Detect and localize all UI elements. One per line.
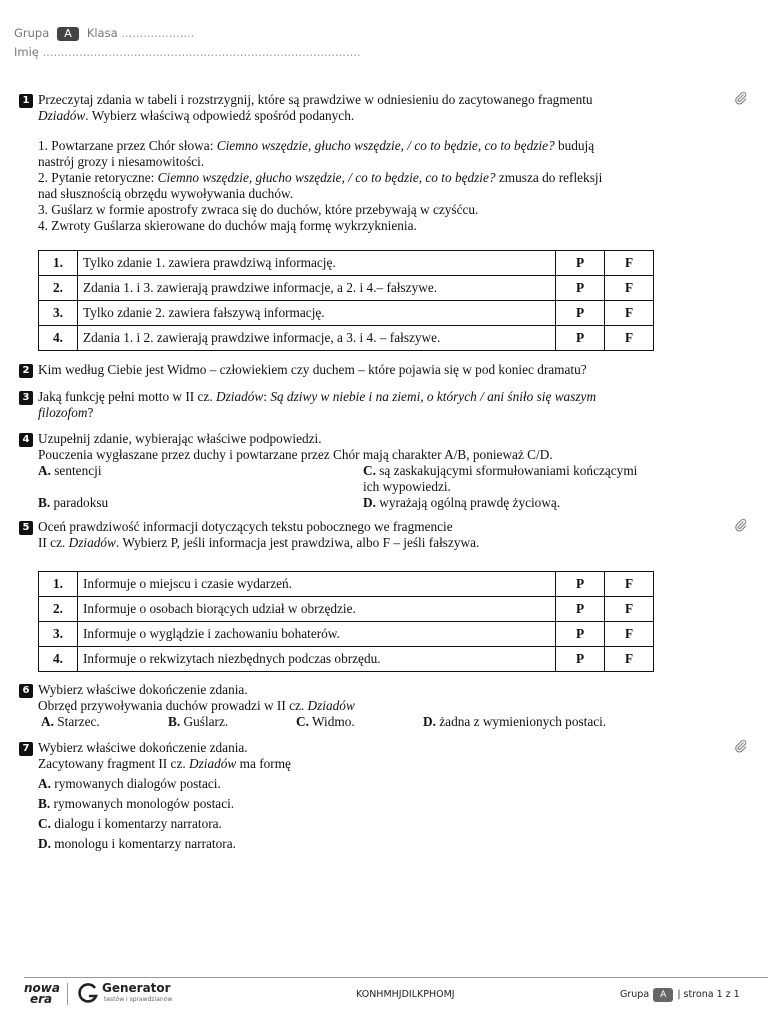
table-row: 1. Informuje o miejscu i czasie wydarzeń. P F xyxy=(39,572,654,597)
false-option[interactable]: F xyxy=(605,572,654,597)
q5-answer-table xyxy=(38,571,654,672)
question-number: 1 xyxy=(19,94,33,108)
table-row: 2. Zdania 1. i 3. zawierają prawdziwe informacje, a 2. i 4.– fałszywe. P F xyxy=(39,276,654,301)
paperclip-icon[interactable] xyxy=(734,518,748,532)
false-option[interactable]: F xyxy=(605,597,654,622)
q7-option-c[interactable]: C. dialogu i komentarzy narratora. xyxy=(38,816,222,831)
q1-answer-table xyxy=(38,250,654,351)
q4-option-c[interactable]: C. są zaskakującymi sformułowaniami kończącymi xyxy=(363,463,638,478)
q6-instruction: Wybierz właściwe dokończenie zdania. xyxy=(38,682,248,697)
q4-instruction: Uzupełnij zdanie, wybierając właściwe podpowiedzi. xyxy=(38,431,322,446)
true-option[interactable]: P xyxy=(556,597,605,622)
true-option[interactable]: P xyxy=(556,276,605,301)
table-row: 4. Informuje o rekwizytach niezbędnych podczas obrzędu. P F xyxy=(39,647,654,672)
footer-page-info: Grupa A | strona 1 z 1 xyxy=(620,989,740,1000)
name-label: Imię xyxy=(14,45,39,59)
q1-sentence-3: 3. Guślarz w formie apostrofy zwraca się do duchów, które przebywają w czyśćcu. xyxy=(38,202,479,217)
q5-instruction-line1: Oceń prawdziwość informacji dotyczących tekstu pobocznego we fragmencie xyxy=(38,519,453,534)
header-group-row xyxy=(14,25,194,41)
true-option[interactable]: P xyxy=(556,572,605,597)
table-row: 2. Informuje o osobach biorących udział w obrzędzie. P F xyxy=(39,597,654,622)
false-option[interactable]: F xyxy=(605,301,654,326)
true-option[interactable]: P xyxy=(556,647,605,672)
q7-option-a[interactable]: A. rymowanych dialogów postaci. xyxy=(38,776,221,791)
q4-sentence: Pouczenia wygłaszane przez duchy i powtarzane przez Chór mają charakter A/B, ponieważ C/D. xyxy=(38,447,553,462)
footer-logo-divider xyxy=(67,983,68,1005)
q6-option-b[interactable]: B. Guślarz. xyxy=(168,714,229,729)
question-number: 5 xyxy=(19,521,33,535)
q1-sentence-1: 1. Powtarzane przez Chór słowa: Ciemno wszędzie, głucho wszędzie, / co to będzie, co to będzie? budują xyxy=(38,138,595,153)
test-code: KONHMHJDILKPHOMJ xyxy=(356,989,455,1000)
table-row: 1. Tylko zdanie 1. zawiera prawdziwą informację. P F xyxy=(39,251,654,276)
false-option[interactable]: F xyxy=(605,276,654,301)
q4-option-c-cont: ich wypowiedzi. xyxy=(363,479,451,494)
paperclip-icon[interactable] xyxy=(734,739,748,753)
q5-instruction-line2: II cz. Dziadów. Wybierz P, jeśli informacja jest prawdziwa, albo F – jeśli fałszywa. xyxy=(38,535,480,550)
table-row: 3. Tylko zdanie 2. zawiera fałszywą informację. P F xyxy=(39,301,654,326)
generator-subtitle: testów i sprawdzianów xyxy=(104,996,173,1003)
footer-group-badge: A xyxy=(653,988,673,1002)
q1-sentence-2-cont: nad słusznością obrzędu wywoływania duchów. xyxy=(38,186,294,201)
question-number: 2 xyxy=(19,364,33,378)
q7-sentence: Zacytowany fragment II cz. Dziadów ma formę xyxy=(38,756,291,771)
q4-option-b[interactable]: B. paradoksu xyxy=(38,495,109,510)
q6-sentence: Obrzęd przywoływania duchów prowadzi w II cz. Dziadów xyxy=(38,698,355,713)
q1-sentence-2: 2. Pytanie retoryczne: Ciemno wszędzie, głucho wszędzie, / co to będzie, co to będzie? zmusza do refleksji xyxy=(38,170,603,185)
q7-option-d[interactable]: D. monologu i komentarzy narratora. xyxy=(38,836,236,851)
table-row: 3. Informuje o wyglądzie i zachowaniu bohaterów. P F xyxy=(39,622,654,647)
true-option[interactable]: P xyxy=(556,622,605,647)
q6-option-d[interactable]: D. żadna z wymienionych postaci. xyxy=(423,714,607,729)
false-option[interactable]: F xyxy=(605,647,654,672)
q1-instruction-line1: Przeczytaj zdania w tabeli i rozstrzygnij, które są prawdziwe w odniesieniu do zacytowanego fragmentu xyxy=(38,92,593,107)
false-option[interactable]: F xyxy=(605,251,654,276)
question-number: 3 xyxy=(19,391,33,405)
q1-sentence-4: 4. Zwroty Guślarza skierowane do duchów mają formę wykrzyknienia. xyxy=(38,218,417,233)
true-option[interactable]: P xyxy=(556,326,605,351)
q1-sentence-1-cont: nastrój grozy i niesamowitości. xyxy=(38,154,205,169)
question-number: 6 xyxy=(19,684,33,698)
q7-option-b[interactable]: B. rymowanych monologów postaci. xyxy=(38,796,235,811)
name-field[interactable]: ....................................................................................... xyxy=(42,45,361,59)
class-label: Klasa xyxy=(86,26,118,40)
question-number: 4 xyxy=(19,433,33,447)
class-field[interactable]: .................... xyxy=(121,26,195,40)
q4-option-a[interactable]: A. sentencji xyxy=(38,463,102,478)
q6-option-a[interactable]: A. Starzec. xyxy=(41,714,100,729)
question-number: 7 xyxy=(19,742,33,756)
false-option[interactable]: F xyxy=(605,622,654,647)
q3-text-line2: filozofom? xyxy=(38,405,94,420)
q2-text: Kim według Ciebie jest Widmo – człowiekiem czy duchem – które pojawia się w pod koniec dramatu? xyxy=(38,362,587,377)
true-option[interactable]: P xyxy=(556,251,605,276)
header-name-row xyxy=(14,44,361,60)
q7-instruction: Wybierz właściwe dokończenie zdania. xyxy=(38,740,248,755)
q1-instruction-line2: Dziadów. Wybierz właściwą odpowiedź spośród podanych. xyxy=(38,108,355,123)
table-row: 4. Zdania 1. i 2. zawierają prawdziwe informacje, a 3. i 4. – fałszywe. P F xyxy=(39,326,654,351)
true-option[interactable]: P xyxy=(556,301,605,326)
generator-logo-icon xyxy=(77,982,99,1008)
q3-text-line1: Jaką funkcję pełni motto w II cz. Dziadów: Są dziwy w niebie i na ziemi, o których / ani śniło się waszym xyxy=(38,389,597,404)
group-badge: A xyxy=(57,27,79,41)
group-label: Grupa xyxy=(14,26,50,40)
footer-divider xyxy=(24,977,768,978)
nowa-era-logo: nowa era xyxy=(24,981,60,1006)
generator-title: Generator xyxy=(102,981,171,995)
false-option[interactable]: F xyxy=(605,326,654,351)
paperclip-icon[interactable] xyxy=(734,91,748,105)
q6-option-c[interactable]: C. Widmo. xyxy=(296,714,355,729)
q4-option-d[interactable]: D. wyrażają ogólną prawdę życiową. xyxy=(363,495,561,510)
